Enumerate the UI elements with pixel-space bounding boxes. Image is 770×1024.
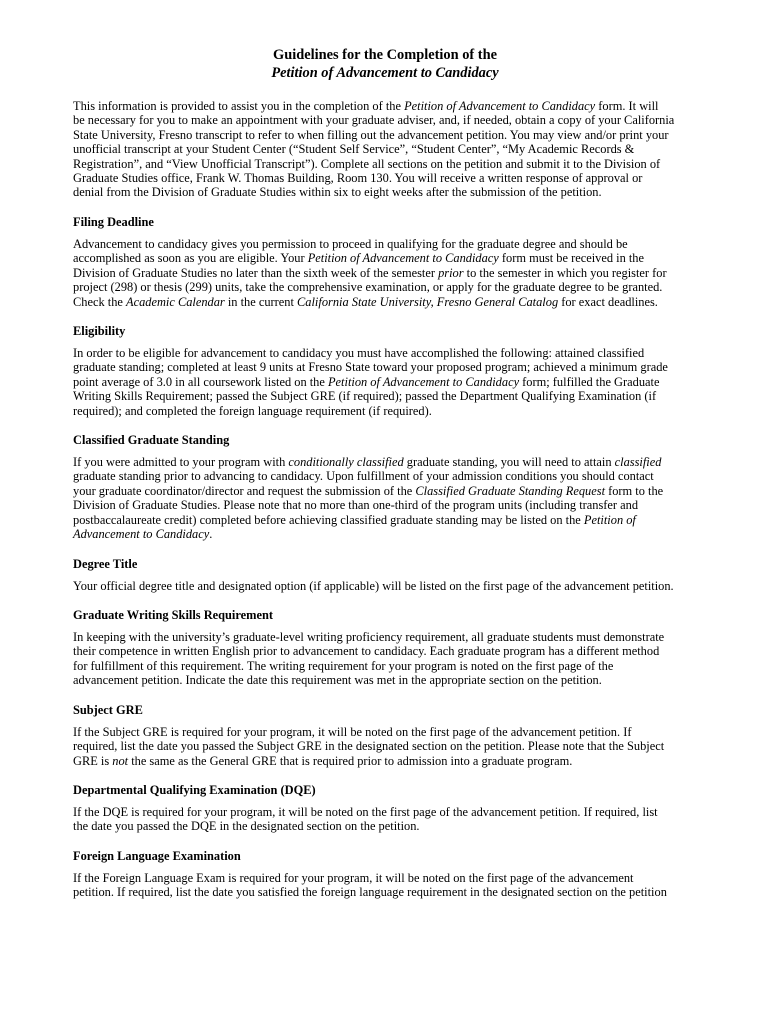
italic-text: Classified Graduate Standing Request xyxy=(415,483,606,498)
text-line: your graduate coordinator/director and request the submission of the Classified Graduate Standing Request form to the xyxy=(73,483,664,498)
section-heading-dqe: Departmental Qualifying Examination (DQE) xyxy=(73,783,316,797)
italic-text: Petition of Advancement to Candidacy xyxy=(327,374,520,389)
text-line: Writing Skills Requirement; passed the Subject GRE (if required); passed the Department Qualifying Examination (if xyxy=(73,389,657,404)
section-body-dqe xyxy=(73,805,705,834)
section-body-eligibility xyxy=(73,346,705,418)
text-line: accomplished as soon as you are eligible. Your Petition of Advancement to Candidacy form must be received in the xyxy=(73,251,644,266)
text-line: State University, Fresno transcript to refer to when filling out the advancement petition. You may view and/or print your xyxy=(73,127,669,142)
text-line: In order to be eligible for advancement to candidacy you must have accomplished the following: attained classified xyxy=(73,346,645,360)
text-line: unofficial transcript at your Student Center (“Student Self Service”, “Student Center”, “My Academic Records & xyxy=(73,142,635,157)
section-heading-degree-title: Degree Title xyxy=(73,557,138,571)
text-line: Your official degree title and designated option (if applicable) will be listed on the first page of the advancement petition. xyxy=(73,579,674,593)
text-line: graduate standing; completed at least 9 units at Fresno State toward your proposed program; achieved a minimum grade xyxy=(73,360,668,375)
text-line: their competence in written English prior to advancement to candidacy. Each graduate program has a different method xyxy=(73,644,660,659)
italic-text: Advancement to Candidacy xyxy=(73,526,210,541)
text-line: This information is provided to assist you in the completion of the Petition of Advancement to Candidacy form. It will xyxy=(73,99,659,113)
section-heading-subject-gre: Subject GRE xyxy=(73,703,143,717)
section-body-filing-deadline xyxy=(73,237,705,309)
text-line: denial from the Division of Graduate Studies within six to eight weeks after the submission of the petition. xyxy=(73,185,602,200)
text-line: Registration”, and “View Unofficial Transcript”). Complete all sections on the petition and submit it to the Division of xyxy=(73,156,661,171)
text-line: for fulfillment of this requirement. The writing requirement for your program is noted on the first page of the xyxy=(73,658,614,673)
section-body-degree-title xyxy=(73,579,705,593)
text-line: GRE is not the same as the General GRE that is required prior to admission into a graduate program. xyxy=(73,753,573,768)
text-line: graduate standing prior to advancing to candidacy. Upon fulfillment of your admission conditions you should contact xyxy=(73,469,654,484)
section-body-classified-standing xyxy=(73,455,705,541)
italic-text: conditionally classified xyxy=(288,455,404,469)
section-body-writing-skills xyxy=(73,630,705,688)
italic-text: Petition of xyxy=(583,512,636,527)
section-heading-writing-skills: Graduate Writing Skills Requirement xyxy=(73,608,273,622)
section-heading-filing-deadline: Filing Deadline xyxy=(73,215,154,229)
text-line: the date you passed the DQE in the designated section on the petition. xyxy=(73,819,420,834)
section-body-foreign-language xyxy=(73,871,705,900)
text-line: Advancement to candidacy gives you permission to proceed in qualifying for the graduate degree and should be xyxy=(73,237,628,251)
section-heading-classified-standing: Classified Graduate Standing xyxy=(73,433,230,447)
text-line: advancement petition. Indicate the date this requirement was met in the appropriate section on the petition. xyxy=(73,673,602,688)
text-line: required); and completed the foreign language requirement (if required). xyxy=(73,403,432,418)
text-line: If the Subject GRE is required for your program, it will be noted on the first page of the advancement petition. If xyxy=(73,725,632,739)
section-body-subject-gre xyxy=(73,725,705,768)
text-line: project (298) or thesis (299) units, take the comprehensive examination, or apply for the graduate degree to be granted. xyxy=(73,280,663,295)
text-line: point average of 3.0 in all coursework listed on the Petition of Advancement to Candidacy form; fulfilled the Graduate xyxy=(73,374,660,389)
text-line: petition. If required, list the date you satisfied the foreign language requirement in the designated section on the petition xyxy=(73,885,667,900)
text-line: If the DQE is required for your program, it will be noted on the first page of the advancement petition. If required, list xyxy=(73,805,658,819)
document-subtitle: Petition of Advancement to Candidacy xyxy=(271,65,499,81)
text-line: be necessary for you to make an appointment with your graduate adviser, and, if needed, obtain a copy of your California xyxy=(73,113,675,128)
text-line: required, list the date you passed the Subject GRE in the designated section on the petition. Please note that the Subject xyxy=(73,739,665,754)
intro-paragraph xyxy=(73,99,705,200)
italic-text: classified xyxy=(614,455,662,469)
italic-text: Petition of Advancement to Candidacy xyxy=(404,99,596,113)
section-heading-foreign-language: Foreign Language Examination xyxy=(73,849,241,863)
text-line: If the Foreign Language Exam is required for your program, it will be noted on the first page of the advancement xyxy=(73,871,634,885)
text-line: If you were admitted to your program with conditionally classified graduate standing, you will need to attain classified xyxy=(73,455,662,469)
text-line: In keeping with the university’s graduate-level writing proficiency requirement, all graduate students must demonstrate xyxy=(73,630,665,644)
text-line: postbaccalaureate credit) completed before achieving classified graduate standing may be listed on the Petition of xyxy=(73,512,636,527)
italic-text: not xyxy=(112,753,129,768)
italic-text: California State University, Fresno General Catalog xyxy=(297,294,559,309)
document-title: Guidelines for the Completion of the xyxy=(273,47,497,63)
text-line: Check the Academic Calendar in the current California State University, Fresno General Catalog for exact deadlines. xyxy=(73,294,658,309)
section-heading-eligibility: Eligibility xyxy=(73,324,126,338)
text-line: Advancement to Candidacy. xyxy=(73,526,213,541)
text-line: Division of Graduate Studies no later than the sixth week of the semester prior to the semester in which you register for xyxy=(73,265,667,280)
text-line: Graduate Studies office, Frank W. Thomas Building, Room 130. You will receive a written response of approval or xyxy=(73,170,643,185)
italic-text: Petition of Advancement to Candidacy xyxy=(307,251,499,266)
italic-text: Academic Calendar xyxy=(126,294,225,309)
italic-text: prior xyxy=(438,265,464,280)
text-line: Division of Graduate Studies. Please note that no more than one-third of the program units (including transfer and xyxy=(73,498,639,513)
